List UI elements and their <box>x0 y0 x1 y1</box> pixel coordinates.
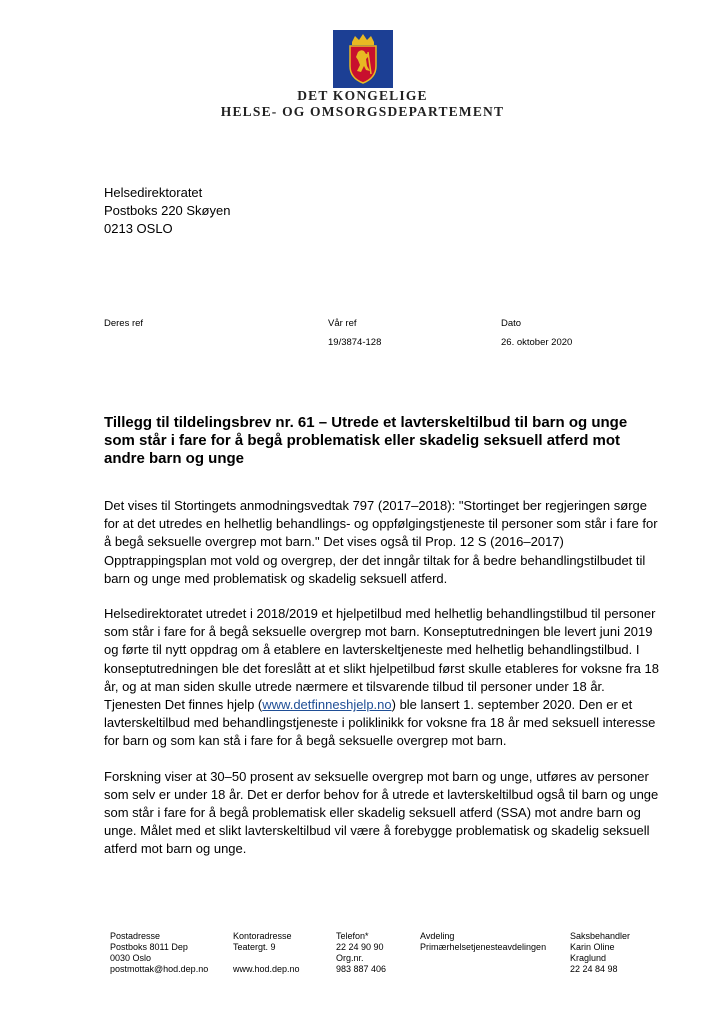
var-ref-value: 19/3874-128 <box>328 337 382 348</box>
paragraph-2 <box>104 605 664 751</box>
footer-label: Telefon* <box>336 931 369 941</box>
footer-label: Kontoradresse <box>233 931 292 941</box>
footer-line: Primærhelsetjenesteavdelingen <box>420 942 547 952</box>
footer-line: Karin Oline <box>570 942 615 952</box>
footer-line: 983 887 406 <box>336 964 387 974</box>
footer-line: Org.nr. <box>336 953 364 963</box>
deres-ref-label: Deres ref <box>104 318 144 329</box>
footer-line: Kraglund <box>570 953 607 963</box>
footer-line: Postboks 8011 Dep <box>110 942 188 952</box>
department-name-line1: DET KONGELIGE <box>297 88 428 103</box>
footer-line <box>233 953 300 964</box>
letter-body <box>104 497 664 876</box>
department-name-line2: HELSE- OG OMSORGSDEPARTEMENT <box>220 104 505 119</box>
recipient-city: 0213 OSLO <box>104 221 173 236</box>
footer-website: www.hod.dep.no <box>233 964 300 974</box>
paragraph-3: Forskning viser at 30–50 prosent av seksuelle overgrep mot barn og unge, utføres av personer som selv er under 18 år. Det er derfor behov for å utrede et lavterskeltilbud også til barn og unge som står i fare for å begå problematisk eller skadelig seksuell atferd (SSA) mot andre barn og unge. Målet med et slikt lavterskeltilbud vil være å forebygge problematisk og skadelig seksuell atferd mot barn og unge. <box>104 768 659 857</box>
footer-saksbehandler <box>570 931 630 975</box>
footer-line: 22 24 90 90 <box>336 942 384 952</box>
detfinneshjelp-link[interactable]: www.detfinneshjelp.no <box>262 697 392 713</box>
footer-line: Teatergt. 9 <box>233 942 276 952</box>
letterhead <box>0 30 725 120</box>
footer-avdeling <box>420 931 546 953</box>
footer-label: Postadresse <box>110 931 161 941</box>
recipient-address <box>104 184 230 238</box>
reference-block <box>104 318 664 358</box>
footer-line: 0030 Oslo <box>110 953 152 963</box>
recipient-street: Postboks 220 Skøyen <box>104 203 231 218</box>
footer-email: postmottak@hod.dep.no <box>110 964 209 974</box>
footer-postadresse <box>110 931 208 975</box>
footer-label: Avdeling <box>420 931 455 941</box>
paragraph-2-text-before: Helsedirektoratet utredet i 2018/2019 et hjelpetilbud med helhetlig behandlingstilbud til personer som står i fare for å begå seksuelle overgrep mot barn. Konseptutredningen ble levert juni 2019 og førte til nytt oppdrag om å etablere en lavterskeltjeneste med helhetlig behandlingstilbud. I konseptutredningen ble det foreslått at et slikt hjelpetilbud først skulle etableres for voksne fra 18 år, og at man siden skulle utrede nærmere et tilsvarende tilbud til personer under 18 år. Tjenesten Det finnes hjelp ( <box>104 606 659 713</box>
footer-kontoradresse <box>233 931 300 975</box>
coat-of-arms-icon <box>333 30 393 88</box>
var-ref-label: Vår ref <box>328 318 357 329</box>
date-label: Dato <box>501 318 522 329</box>
paragraph-2-text-after: ) ble lansert 1. september 2020. Den er et lavterskeltilbud med behandlingstjeneste i poliklinikk for voksne fra 18 år med seksuell interesse for barn og som kan stå i fare for å begå seksuelle overgrep mot barn. <box>104 697 656 749</box>
date-value: 26. oktober 2020 <box>501 337 573 348</box>
footer-telefon <box>336 931 386 975</box>
footer-label: Saksbehandler <box>570 931 631 941</box>
recipient-name: Helsedirektoratet <box>104 185 203 200</box>
letter-title: Tillegg til tildelingsbrev nr. 61 – Utrede et lavterskeltilbud til barn og unge som står i fare for å begå problematisk eller skadelig seksuell atferd mot andre barn og unge <box>104 414 628 467</box>
paragraph-1: Det vises til Stortingets anmodningsvedtak 797 (2017–2018): "Stortinget ber regjeringen sørge for at det utredes en helhetlig behandlings- og oppfølgingstjeneste til personer som står i fare for å begå seksuelle overgrep mot barn." Det vises også til Prop. 12 S (2016–2017) Opptrappingsplan mot vold og overgrep, der det inngår tiltak for å bedre behandlingstilbudet til barn og unge med problematisk og skadelig seksuell atferd. <box>104 498 658 586</box>
footer-line: 22 24 84 98 <box>570 964 618 974</box>
